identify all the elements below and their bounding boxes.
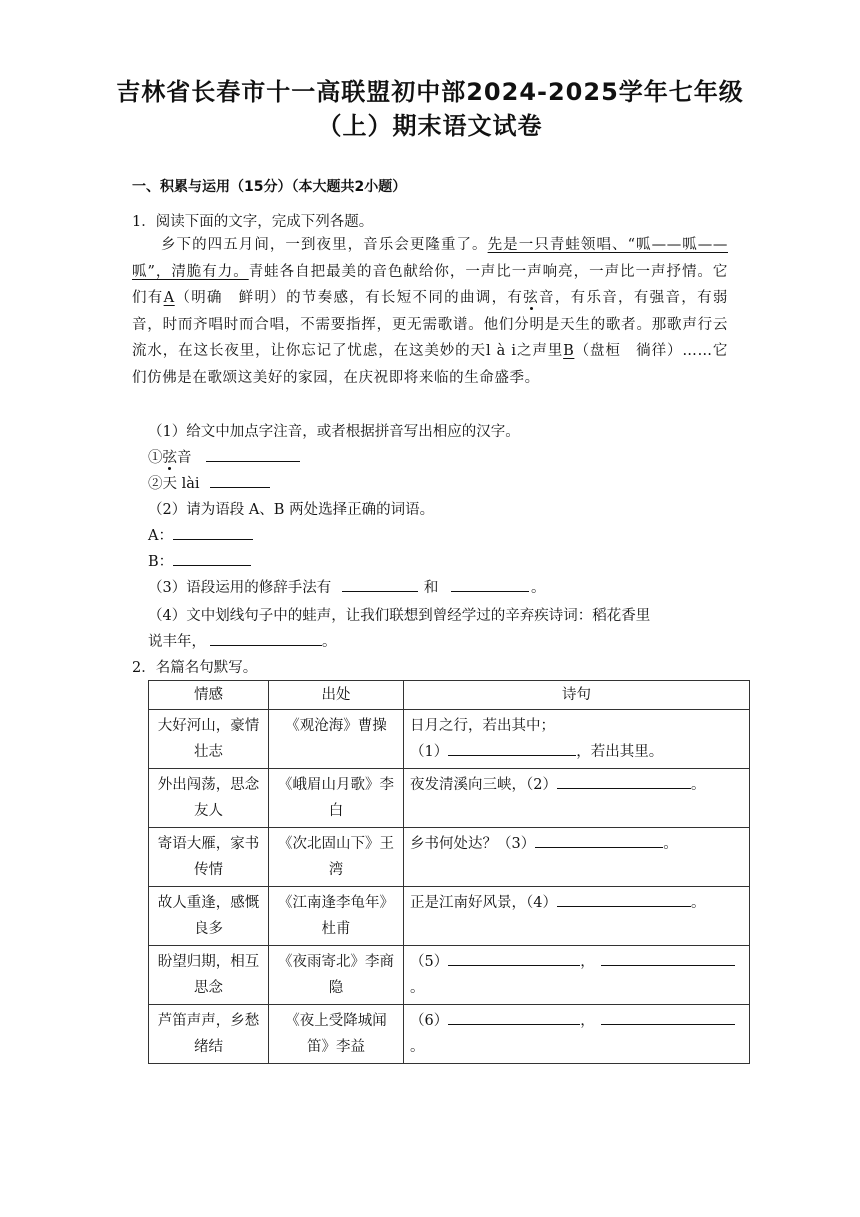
exam-title-line1: 吉林省长春市十一高联盟初中部2024-2025学年七年级 [116,78,744,106]
verse-end: 。 [410,980,425,996]
section-heading: 一、积累与运用（15分）（本大题共2小题） [132,179,407,195]
reading-passage [132,232,728,391]
question2-stem: 2．名篇名句默写。 [132,660,258,676]
option-b-words: （盘桓 徜徉） [574,343,683,359]
poem-table [148,680,750,1064]
verse-text: ，若出其里。 [576,744,664,760]
answer-blank-2a[interactable] [173,524,253,540]
verse-end: 。 [663,836,678,852]
subquestion-2: （2）请为语段 A、B 两处选择正确的词语。 [148,502,435,518]
underlined-sentence: 先是一只青蛙领唱、“呱——呱——呱”，清脆有力。 [132,237,728,280]
verse-comma: ， [580,954,595,970]
pinyin-prompt: 天 lài [162,476,200,492]
passage-text: ……它们仿佛是在歌颂这美好的家园，在庆祝即将来临的生命盛季。 [132,343,728,386]
table-header-row [149,681,750,710]
dotted-char-xian: 弦 [523,290,540,306]
cell-emotion: 寄语大雁，家书传情 [149,828,269,887]
subquestion-4-line2 [148,630,337,651]
verse-text: 夜发清溪向三峡，（2） [410,777,557,793]
answer-blank-3b[interactable] [451,576,529,592]
subquestion-2b [148,550,251,571]
cell-source: 《峨眉山月歌》李白 [269,769,404,828]
answer-blank-3a[interactable] [342,576,418,592]
verse-end: 。 [690,895,706,911]
answer-blank-poem-2[interactable] [557,773,691,789]
answer-blank-1b[interactable] [210,472,270,488]
cell-verse [404,710,750,769]
verse-comma: ， [580,1013,595,1029]
verse-num: （6） [410,1013,449,1029]
passage-text: 乡下的四五月间，一到夜里，音乐会更隆重了。 [161,237,488,253]
verse-text: 乡书何处达？（3） [410,836,536,852]
cell-source: 《夜雨寄北》李商隐 [269,946,404,1005]
answer-blank-poem-6a[interactable] [448,1009,580,1025]
cell-emotion: 故人重逢，感慨良多 [149,887,269,946]
subquestion-4-line1: （4）文中划线句子中的蛙声，让我们联想到曾经学过的辛弃疾诗词：稻花香里 [148,608,651,624]
answer-blank-poem-5b[interactable] [601,950,735,966]
table-row [149,828,750,887]
sub4-text: 说丰年， [148,634,206,650]
cell-source: 《夜上受降城闻笛》李益 [269,1005,404,1064]
header-verse: 诗句 [404,681,750,710]
subquestion-1: （1）给文中加点字注音，或者根据拼音写出相应的汉字。 [148,424,520,440]
subquestion-1b [148,472,270,493]
cell-source: 《次北固山下》王湾 [269,828,404,887]
table-row [149,1005,750,1064]
passage-text: 音，有乐音，有强音，有弱音，时而齐唱时而合唱，不需要指挥，更无需歌谱。他们分明是天生的歌者。那歌声行云流水，在这长夜里，让你忘记了忧虑，在这美妙的天 [132,290,729,359]
answer-blank-poem-5a[interactable] [448,950,580,966]
cell-verse [404,1005,750,1064]
subquestion-2a [148,524,253,545]
circled-number-2: ② [148,476,163,492]
cell-source: 《观沧海》曹操 [269,710,404,769]
verse-end: 。 [410,1039,425,1055]
cell-verse [404,887,750,946]
pinyin-lai: l à i [485,343,517,359]
answer-blank-poem-3[interactable] [535,832,663,848]
verse-num: （1） [410,744,449,760]
answer-blank-poem-4[interactable] [557,891,691,907]
sub4-end: 。 [322,634,337,650]
subquestion-3 [148,576,545,597]
blank-marker-a: A [163,290,175,306]
sub3-and: 和 [423,580,439,596]
cell-verse [404,828,750,887]
answer-blank-1a[interactable] [206,446,300,462]
char-text: 音 [177,450,192,466]
passage-text: 青蛙各自把最美的音色献给你，一声比一声响亮，一声比一声抒情。它们有 [132,263,728,306]
header-emotion: 情感 [149,681,269,710]
verse-line [410,739,743,765]
circled-number-1: ① [148,450,163,466]
option-a-words: （明确 鲜明） [174,290,287,306]
cell-verse [404,769,750,828]
verse-end: 。 [690,777,706,793]
answer-blank-poem-6b[interactable] [601,1009,735,1025]
sub3-end: 。 [530,580,546,596]
cell-verse [404,946,750,1005]
answer-blank-4[interactable] [210,630,322,646]
passage-text: 之声里 [516,343,564,359]
answer-blank-2b[interactable] [173,550,251,566]
cell-emotion: 外出闯荡，思念友人 [149,769,269,828]
exam-title-line2: （上）期末语文试卷 [317,112,543,140]
header-source: 出处 [269,681,404,710]
verse-text: 正是江南好风景，（4） [410,895,557,911]
cell-emotion: 大好河山，豪情壮志 [149,710,269,769]
table-row [149,887,750,946]
answer-blank-poem-1[interactable] [448,740,576,756]
subquestion-1a [148,446,300,467]
cell-emotion: 芦笛声声，乡愁绪结 [149,1005,269,1064]
cell-source: 《江南逢李龟年》杜甫 [269,887,404,946]
passage-text: 的节奏感，有长短不同的曲调，有 [286,290,524,306]
dotted-char: 弦 [162,450,177,466]
cell-emotion: 盼望归期，相互思念 [149,946,269,1005]
table-row [149,710,750,769]
table-row [149,946,750,1005]
verse-num: （5） [410,954,449,970]
verse-line: 日月之行，若出其中； [410,718,555,734]
label-a: A： [148,528,173,544]
sub3-text: （3）语段运用的修辞手法有 [148,580,332,596]
question1-stem: 1．阅读下面的文字，完成下列各题。 [132,214,374,230]
blank-marker-b: B [563,343,575,359]
label-b: B： [148,554,174,570]
table-row [149,769,750,828]
